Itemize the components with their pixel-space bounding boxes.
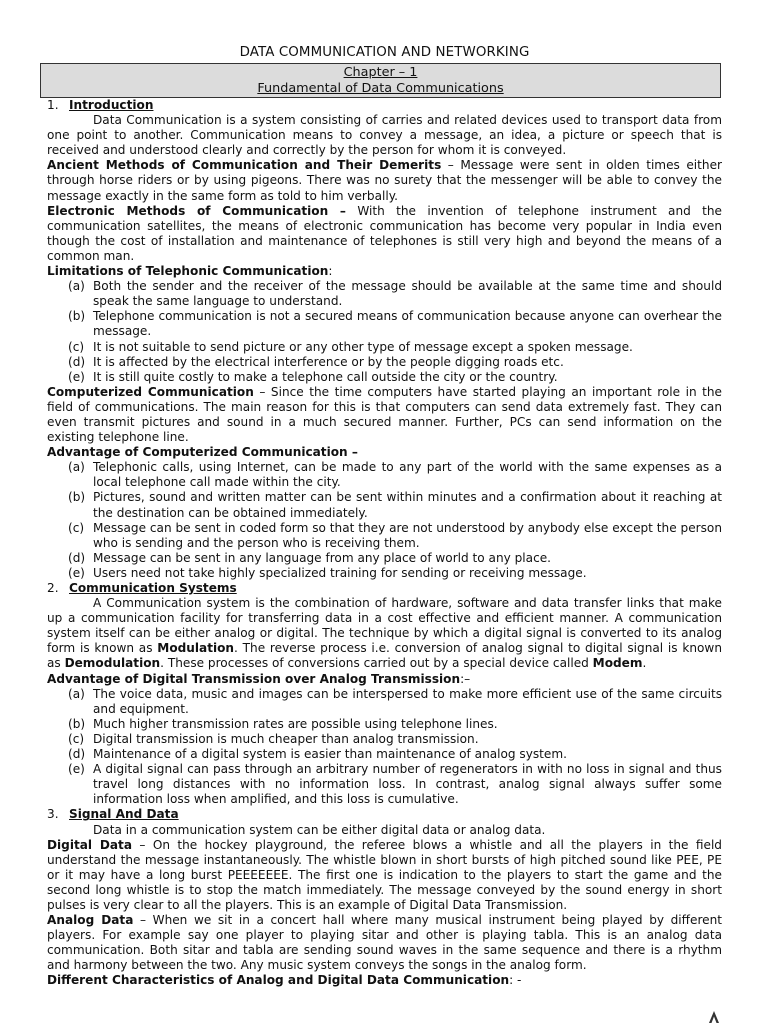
section-heading-introduction <box>47 98 722 113</box>
limitations-heading-line <box>47 264 722 279</box>
list-marker: (c) <box>68 731 85 746</box>
list-item <box>47 521 722 551</box>
list-item <box>47 687 722 717</box>
list-item <box>47 490 722 520</box>
scribd-logo-icon <box>707 1010 721 1024</box>
computerized-paragraph <box>47 385 722 445</box>
digital-advantage-suffix: :– <box>460 671 471 686</box>
list-marker: (e) <box>68 369 85 384</box>
list-item <box>47 762 722 807</box>
list-item <box>47 551 722 566</box>
advantage-computerized-heading: Advantage of Computerized Communication – <box>47 445 358 460</box>
section-title: Introduction <box>69 98 154 112</box>
characteristics-suffix: : - <box>509 973 522 988</box>
list-marker: (b) <box>68 716 86 731</box>
digital-data-heading: Digital Data <box>47 837 132 852</box>
list-item-text: Telephone communication is not a secured means of communication because anyone can overhear the message. <box>93 309 722 339</box>
list-item-text: Both the sender and the receiver of the message should be available at the same time and should speak the same language to understand. <box>93 279 722 309</box>
list-marker: (c) <box>68 520 85 535</box>
list-item <box>47 717 722 732</box>
document-title: DATA COMMUNICATION AND NETWORKING <box>239 45 530 60</box>
list-item-text: Maintenance of a digital system is easier than maintenance of analog system. <box>93 747 567 762</box>
section-number: 2. <box>47 581 59 595</box>
list-item <box>47 566 722 581</box>
ancient-methods-heading: Ancient Methods of Communication and Their Demerits <box>47 158 442 173</box>
list-item-text: Message can be sent in coded form so that they are not understood by anybody else except the person who is sending and the person who is receiving them. <box>93 520 722 550</box>
list-marker: (a) <box>68 460 85 475</box>
electronic-methods-text: With the invention of telephone instrument and the communication satellites, the means of electronic communication has become very popular in India even though the cost of installation and maintenance of telephones is still very high and beyond the means of a common man. <box>47 203 722 263</box>
list-marker: (d) <box>68 354 86 369</box>
characteristics-heading: Different Characteristics of Analog and Digital Data Communication <box>47 973 510 988</box>
list-item-text: Message can be sent in any language from any place of world to any place. <box>93 550 552 565</box>
limitations-heading: Limitations of Telephonic Communication <box>47 264 329 279</box>
intro-paragraph: Data Communication is a system consisting of carries and related devices used to transport data from one point to another. Communication means to convey a message, an idea, a picture or speech that is received and understood clearly and correctly by the person for whom it is conveyed. <box>47 113 722 158</box>
list-marker: (e) <box>68 762 85 777</box>
list-item <box>47 309 722 339</box>
list-marker: (b) <box>68 309 86 324</box>
digital-advantages-list <box>47 687 722 808</box>
list-item <box>47 370 722 385</box>
list-item <box>47 279 722 309</box>
signal-data-paragraph: Data in a communication system can be either digital data or analog data. <box>93 822 546 837</box>
communication-systems-paragraph <box>47 596 722 671</box>
computerized-heading: Computerized Communication <box>47 384 254 399</box>
list-item <box>47 460 722 490</box>
list-item <box>47 355 722 370</box>
ancient-methods-text: – Message were sent in olden times either through horse riders or by using pigeons. There was no surety that the messenger will be able to convey the message exactly in the same form as told to him verbally. <box>47 158 722 203</box>
list-item-text: Pictures, sound and written matter can be sent within minutes and a confirmation about it reaching at the destination can be obtained immediately. <box>93 490 722 520</box>
systems-text-part-2: . The reverse process i.e. conversion of analog signal to digital signal is known as <box>47 641 722 671</box>
term-demodulation: Demodulation <box>64 656 161 671</box>
section-title: Signal And Data <box>69 807 179 822</box>
document-page <box>47 44 722 989</box>
list-item-text: It is still quite costly to make a telephone call outside the city or the country. <box>93 369 558 384</box>
computerized-text: – Since the time computers have started playing an important role in the field of communications. The main reason for this is that computers can send data extremely fast. They can even transmit pictures and sound in a much secured manner. Further, PCs can send information on the existing telephone line. <box>47 384 722 445</box>
list-marker: (d) <box>68 550 86 565</box>
list-item-text: Much higher transmission rates are possible using telephone lines. <box>93 716 498 731</box>
characteristics-heading-line <box>47 973 722 988</box>
term-modem: Modem <box>592 656 643 671</box>
limitations-colon: : <box>328 264 333 279</box>
electronic-methods-heading: Electronic Methods of Communication – <box>47 203 346 218</box>
chapter-number: Chapter – 1 <box>343 65 418 80</box>
systems-text-part-3: . These processes of conversions carried out by a special device called <box>160 656 593 671</box>
list-item-text: Digital transmission is much cheaper than analog transmission. <box>93 731 479 746</box>
list-marker: (d) <box>68 747 86 762</box>
list-item <box>47 340 722 355</box>
limitations-list <box>47 279 722 385</box>
analog-data-paragraph <box>47 913 722 973</box>
systems-text-part-4: . <box>642 656 647 671</box>
systems-text-part-1: A Communication system is the combination of hardware, software and data transfer links that make up a communication facility for transferring data in a cost effective and efficient manner. A communication system itself can be either analog or digital. The technique by which a digital signal is converted to its analog form is known as <box>47 596 722 656</box>
section-title: Communication Systems <box>69 581 237 595</box>
section-number: 3. <box>47 807 59 822</box>
list-marker: (a) <box>68 686 85 701</box>
term-modulation: Modulation <box>157 641 235 656</box>
list-item-text: It is not suitable to send picture or any other type of message except a spoken message. <box>93 339 633 354</box>
section-heading-communication-systems <box>47 581 722 596</box>
digital-data-text: – On the hockey playground, the referee blows a whistle and all the players in the field understand the message instantaneously. The whistle blown in short bursts of high pitched sound like PEE, PE or it may have a long burst PEEEEEEE. The first one is indication to the players to start the game and the second long whistle is to stop the match immediately. The message conveyed by the sound energy in short pulses is very clear to all the players. This is an example of Digital Data Transmission. <box>47 837 722 912</box>
list-marker: (b) <box>68 490 86 505</box>
digital-advantage-heading-line <box>47 672 722 687</box>
chapter-title: Fundamental of Data Communications <box>257 81 504 96</box>
list-item <box>47 747 722 762</box>
section-number: 1. <box>47 98 59 112</box>
list-item <box>47 732 722 747</box>
list-marker: (a) <box>68 279 85 294</box>
advantages-list <box>47 460 722 581</box>
electronic-methods-paragraph <box>47 204 722 264</box>
analog-data-heading: Analog Data <box>47 913 134 928</box>
list-item-text: A digital signal can pass through an arbitrary number of regenerators in with no loss in signal and thus travel long distances with no information loss. In contrast, analog signal always suffer some information loss when amplified, and this loss is cumulative. <box>93 762 722 807</box>
list-marker: (e) <box>68 565 85 580</box>
section-heading-signal-and-data <box>47 807 722 822</box>
list-marker: (c) <box>68 339 85 354</box>
list-item-text: It is affected by the electrical interference or by the people digging roads etc. <box>93 354 564 369</box>
digital-data-paragraph <box>47 838 722 913</box>
digital-advantage-heading: Advantage of Digital Transmission over Analog Transmission <box>47 671 461 686</box>
ancient-methods-paragraph <box>47 158 722 203</box>
list-item-text: Telephonic calls, using Internet, can be made to any part of the world with the same expenses as a local telephone call made within the city. <box>93 460 722 490</box>
chapter-header-box <box>40 63 721 98</box>
analog-data-text: – When we sit in a concert hall where many musical instrument being played by different players. For example say one player to playing sitar and other is playing tabla. This is an analog data communication. Both sitar and tabla are sending sound waves in the same sequence and there is a rhythm and harmony between the two. Any music system conveys the songs in the analog form. <box>47 913 722 973</box>
list-item-text: The voice data, music and images can be interspersed to make more efficient use of the same circuits and equipment. <box>93 686 722 716</box>
list-item-text: Users need not take highly specialized training for sending or receiving message. <box>93 565 587 580</box>
